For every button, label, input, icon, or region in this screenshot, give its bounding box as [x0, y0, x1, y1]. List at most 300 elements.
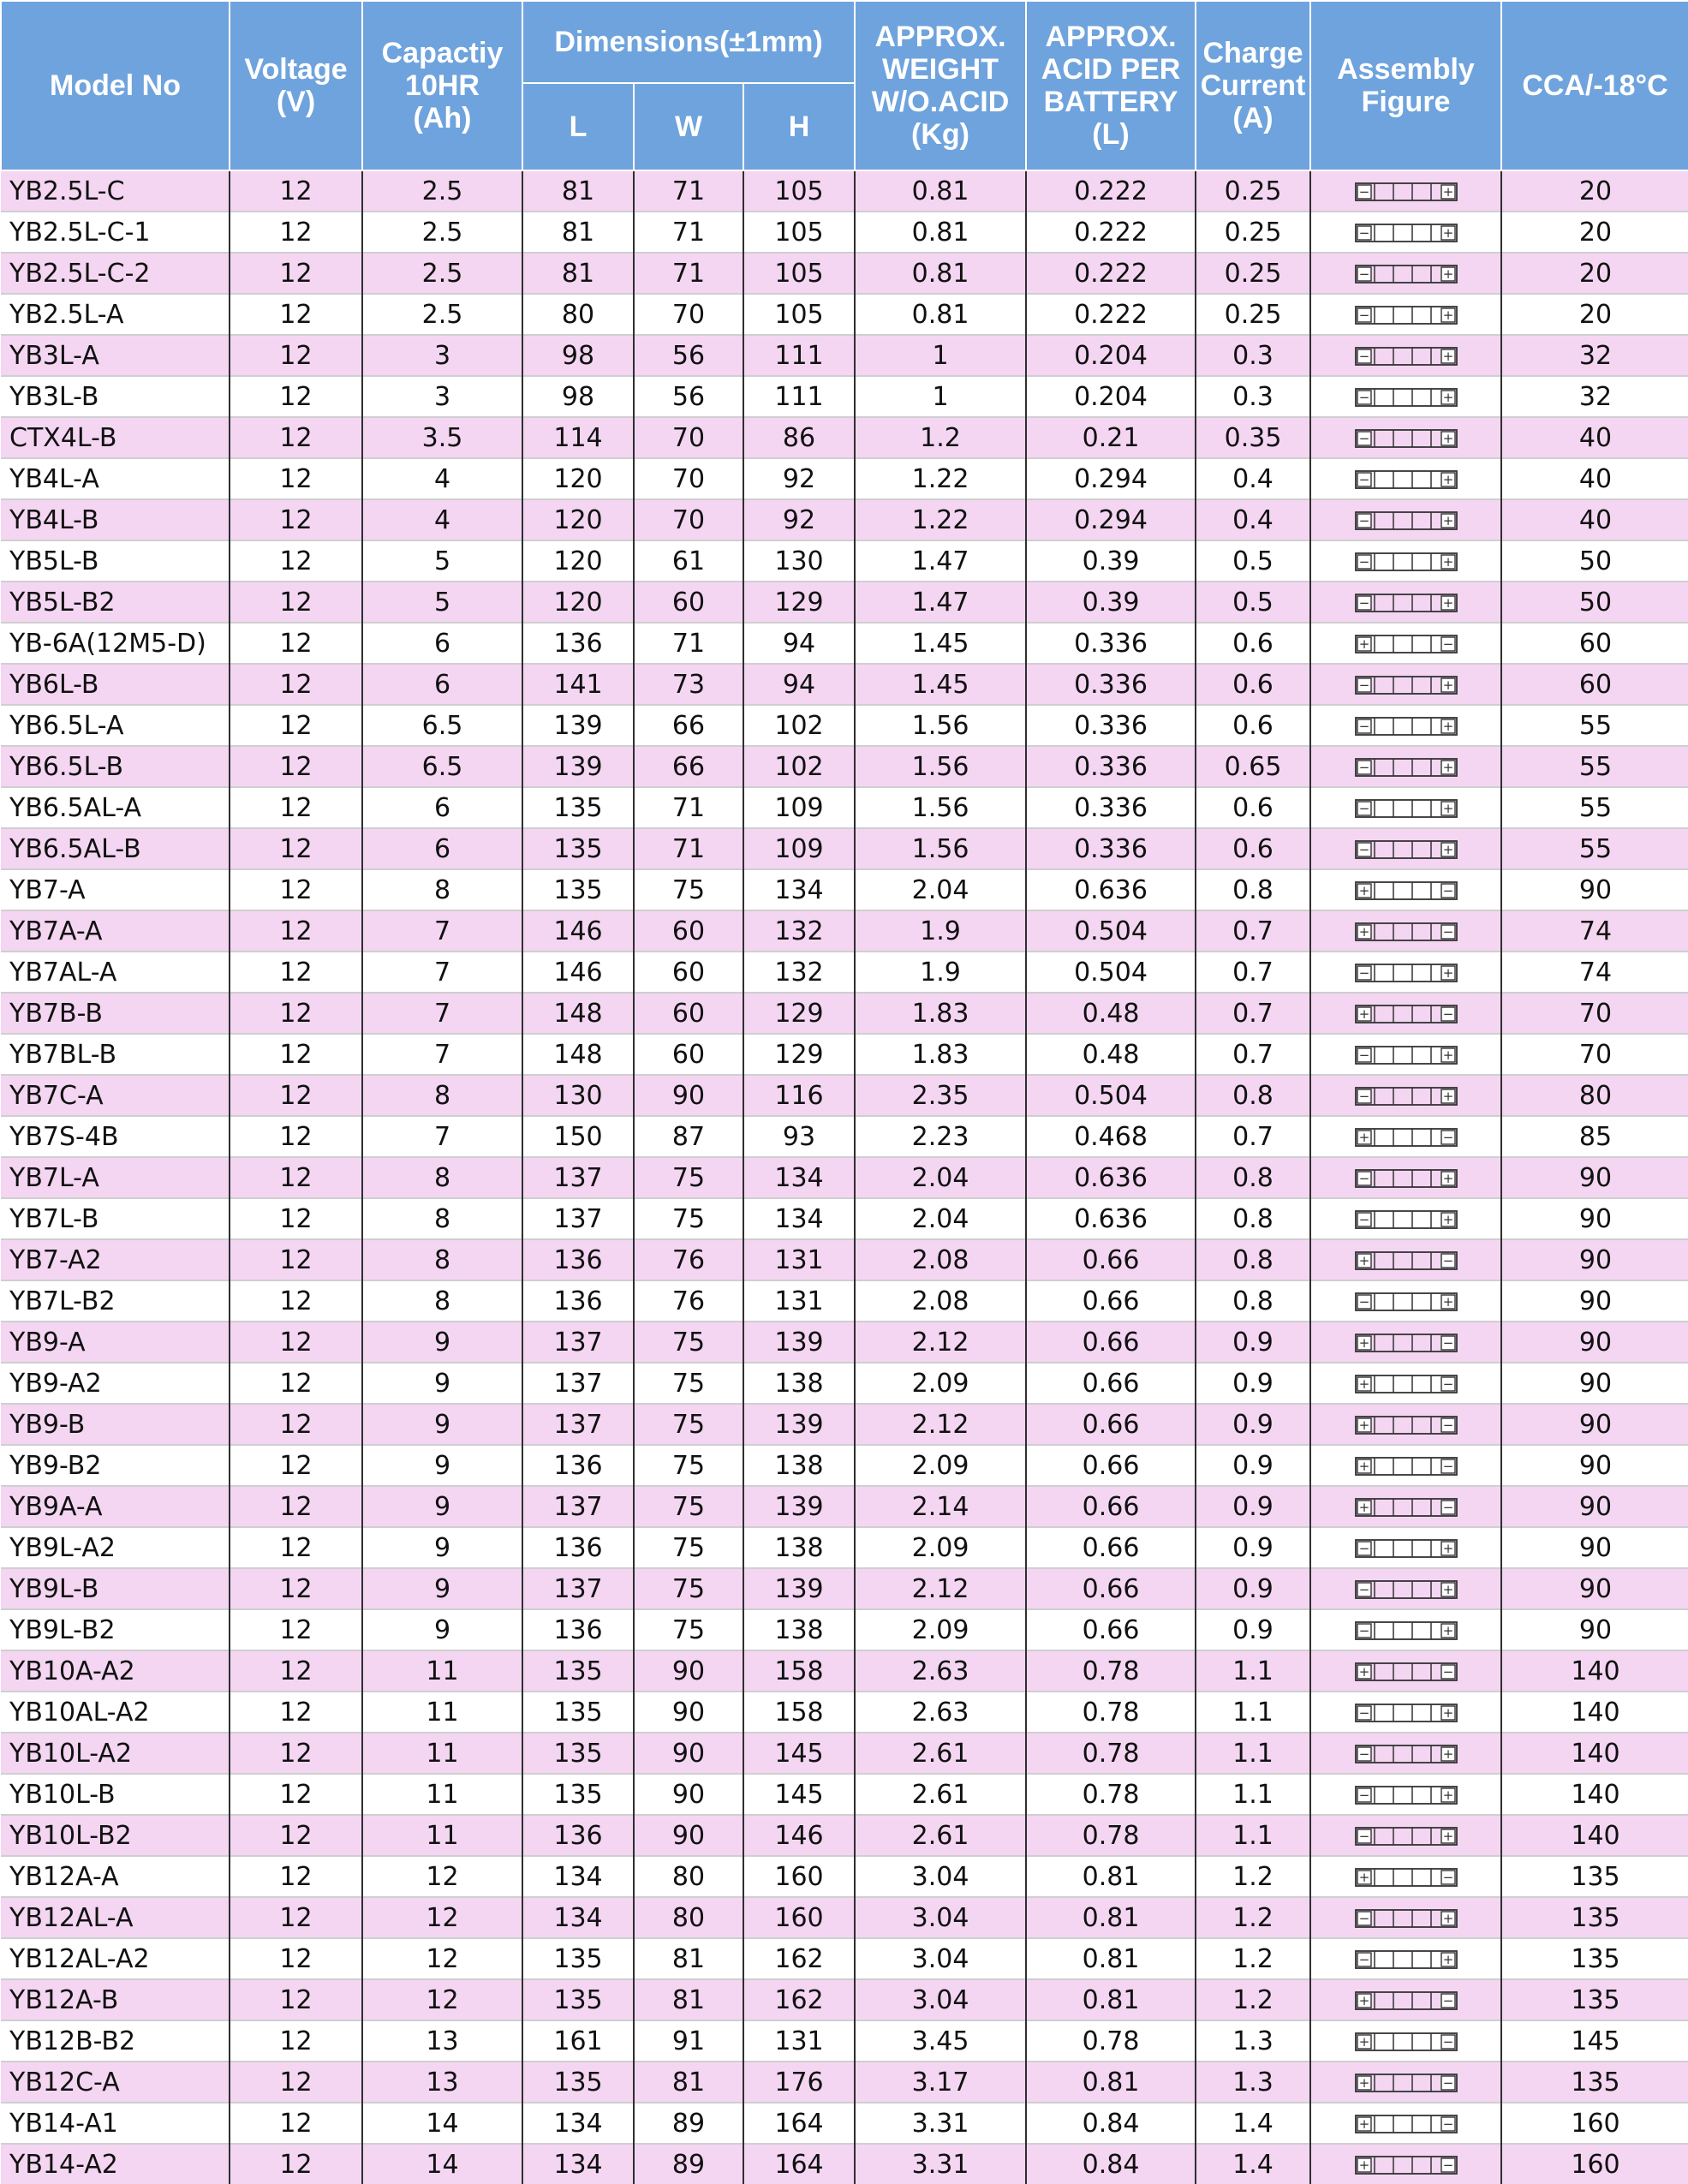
- cell-acid-volume: 0.222: [1026, 253, 1196, 294]
- svg-text:−: −: [1358, 431, 1369, 446]
- svg-text:+: +: [1358, 1253, 1369, 1268]
- svg-text:−: −: [1358, 513, 1369, 528]
- cell-assembly-figure: [1310, 1116, 1501, 1157]
- table-row: [1, 1733, 1688, 1774]
- svg-text:−: −: [1358, 390, 1369, 405]
- cell-capacity: 9: [362, 1486, 522, 1527]
- cell-cca: 40: [1501, 499, 1688, 540]
- cell-voltage: 12: [230, 746, 362, 787]
- cell-cca: 140: [1501, 1733, 1688, 1774]
- battery-terminal-diagram-icon: [1351, 1824, 1462, 1848]
- svg-text:+: +: [1442, 472, 1453, 487]
- cell-acid-volume: 0.504: [1026, 910, 1196, 952]
- cell-capacity: 5: [362, 582, 522, 623]
- cell-acid-volume: 0.336: [1026, 787, 1196, 828]
- cell-charge-current: 0.9: [1196, 1486, 1310, 1527]
- cell-acid-volume: 0.336: [1026, 664, 1196, 705]
- cell-height: 109: [743, 828, 855, 869]
- svg-text:−: −: [1358, 349, 1369, 364]
- cell-voltage: 12: [230, 253, 362, 294]
- svg-text:+: +: [1442, 1911, 1453, 1926]
- table-row: [1, 1979, 1688, 2020]
- cell-model-no: YB7L-B2: [1, 1280, 230, 1322]
- cell-model-no: YB7-A2: [1, 1239, 230, 1280]
- cell-acid-volume: 0.66: [1026, 1486, 1196, 1527]
- svg-text:+: +: [1358, 924, 1369, 940]
- cell-assembly-figure: [1310, 1774, 1501, 1815]
- cell-cca: 85: [1501, 1116, 1688, 1157]
- table-row: [1, 1897, 1688, 1938]
- cell-width: 89: [634, 2103, 743, 2144]
- cell-assembly-figure: [1310, 1979, 1501, 2020]
- cell-capacity: 11: [362, 1815, 522, 1856]
- cell-cca: 20: [1501, 253, 1688, 294]
- cell-assembly-figure: [1310, 582, 1501, 623]
- battery-terminal-diagram-icon: [1351, 1701, 1462, 1725]
- cell-weight: 1.45: [855, 623, 1026, 664]
- cell-height: 139: [743, 1486, 855, 1527]
- cell-length: 130: [522, 1075, 634, 1116]
- cell-assembly-figure: [1310, 499, 1501, 540]
- cell-height: 131: [743, 2020, 855, 2062]
- cell-length: 135: [522, 1979, 634, 2020]
- cell-charge-current: 0.25: [1196, 212, 1310, 253]
- svg-text:−: −: [1358, 1047, 1369, 1063]
- cell-charge-current: 0.8: [1196, 1075, 1310, 1116]
- svg-text:+: +: [1358, 1417, 1369, 1433]
- cell-acid-volume: 0.294: [1026, 458, 1196, 499]
- cell-acid-volume: 0.204: [1026, 376, 1196, 417]
- table-row: [1, 294, 1688, 335]
- cell-width: 75: [634, 1609, 743, 1650]
- cell-assembly-figure: [1310, 1856, 1501, 1897]
- cell-model-no: YB3L-A: [1, 335, 230, 376]
- cell-width: 66: [634, 705, 743, 746]
- table-row: [1, 828, 1688, 869]
- cell-cca: 140: [1501, 1774, 1688, 1815]
- svg-text:−: −: [1442, 1006, 1453, 1022]
- cell-length: 136: [522, 1239, 634, 1280]
- cell-voltage: 12: [230, 1774, 362, 1815]
- cell-charge-current: 0.7: [1196, 910, 1310, 952]
- cell-capacity: 8: [362, 1280, 522, 1322]
- cell-model-no: YB5L-B: [1, 540, 230, 582]
- cell-acid-volume: 0.336: [1026, 828, 1196, 869]
- svg-text:−: −: [1358, 1787, 1369, 1803]
- cell-charge-current: 1.3: [1196, 2062, 1310, 2103]
- table-row: [1, 1116, 1688, 1157]
- cell-cca: 140: [1501, 1815, 1688, 1856]
- cell-charge-current: 0.25: [1196, 170, 1310, 212]
- cell-height: 129: [743, 993, 855, 1034]
- cell-charge-current: 0.4: [1196, 458, 1310, 499]
- cell-capacity: 13: [362, 2062, 522, 2103]
- cell-height: 132: [743, 910, 855, 952]
- svg-text:+: +: [1442, 1746, 1453, 1762]
- cell-model-no: YB10L-B2: [1, 1815, 230, 1856]
- svg-text:−: −: [1442, 1376, 1453, 1392]
- cell-model-no: YB2.5L-A: [1, 294, 230, 335]
- svg-text:−: −: [1358, 472, 1369, 487]
- cell-cca: 90: [1501, 1157, 1688, 1198]
- cell-width: 71: [634, 828, 743, 869]
- table-row: [1, 1034, 1688, 1075]
- cell-model-no: YB7S-4B: [1, 1116, 230, 1157]
- table-row: [1, 952, 1688, 993]
- svg-text:+: +: [1358, 2034, 1369, 2050]
- cell-weight: 0.81: [855, 253, 1026, 294]
- cell-capacity: 7: [362, 952, 522, 993]
- battery-terminal-diagram-icon: [1351, 1208, 1462, 1232]
- cell-assembly-figure: [1310, 1897, 1501, 1938]
- cell-acid-volume: 0.21: [1026, 417, 1196, 458]
- cell-width: 75: [634, 1322, 743, 1363]
- svg-text:+: +: [1442, 595, 1453, 611]
- cell-charge-current: 0.25: [1196, 294, 1310, 335]
- cell-cca: 20: [1501, 294, 1688, 335]
- cell-capacity: 11: [362, 1774, 522, 1815]
- svg-text:+: +: [1358, 1993, 1369, 2008]
- cell-acid-volume: 0.222: [1026, 170, 1196, 212]
- svg-text:+: +: [1442, 1171, 1453, 1186]
- battery-terminal-diagram-icon: [1351, 1002, 1462, 1026]
- cell-model-no: YB10A-A2: [1, 1650, 230, 1692]
- cell-model-no: YB9-B2: [1, 1445, 230, 1486]
- cell-voltage: 12: [230, 787, 362, 828]
- cell-cca: 90: [1501, 869, 1688, 910]
- cell-acid-volume: 0.81: [1026, 1856, 1196, 1897]
- cell-voltage: 12: [230, 910, 362, 952]
- cell-length: 135: [522, 1650, 634, 1692]
- cell-width: 90: [634, 1774, 743, 1815]
- cell-assembly-figure: [1310, 993, 1501, 1034]
- cell-height: 164: [743, 2144, 855, 2184]
- header-cca: CCA/-18°C: [1501, 1, 1688, 170]
- cell-capacity: 6: [362, 828, 522, 869]
- cell-capacity: 8: [362, 869, 522, 910]
- table-row: [1, 869, 1688, 910]
- cell-length: 150: [522, 1116, 634, 1157]
- cell-length: 137: [522, 1568, 634, 1609]
- cell-width: 90: [634, 1692, 743, 1733]
- cell-weight: 3.45: [855, 2020, 1026, 2062]
- cell-assembly-figure: [1310, 1404, 1501, 1445]
- cell-voltage: 12: [230, 212, 362, 253]
- cell-capacity: 2.5: [362, 212, 522, 253]
- cell-acid-volume: 0.66: [1026, 1527, 1196, 1568]
- cell-weight: 1.56: [855, 746, 1026, 787]
- cell-capacity: 3.5: [362, 417, 522, 458]
- cell-weight: 2.23: [855, 1116, 1026, 1157]
- cell-weight: 2.14: [855, 1486, 1026, 1527]
- cell-capacity: 9: [362, 1363, 522, 1404]
- cell-charge-current: 1.2: [1196, 1938, 1310, 1979]
- cell-assembly-figure: [1310, 170, 1501, 212]
- cell-height: 116: [743, 1075, 855, 1116]
- cell-length: 135: [522, 828, 634, 869]
- cell-capacity: 7: [362, 1034, 522, 1075]
- cell-model-no: YB7B-B: [1, 993, 230, 1034]
- cell-assembly-figure: [1310, 1034, 1501, 1075]
- cell-height: 164: [743, 2103, 855, 2144]
- cell-assembly-figure: [1310, 787, 1501, 828]
- cell-capacity: 8: [362, 1157, 522, 1198]
- battery-terminal-diagram-icon: [1351, 1619, 1462, 1643]
- cell-weight: 1.83: [855, 1034, 1026, 1075]
- cell-width: 80: [634, 1897, 743, 1938]
- cell-voltage: 12: [230, 2020, 362, 2062]
- battery-terminal-diagram-icon: [1351, 2153, 1462, 2177]
- cell-height: 92: [743, 458, 855, 499]
- cell-cca: 50: [1501, 582, 1688, 623]
- battery-terminal-diagram-icon: [1351, 2071, 1462, 2095]
- svg-text:−: −: [1442, 636, 1453, 652]
- cell-length: 141: [522, 664, 634, 705]
- cell-model-no: YB7-A: [1, 869, 230, 910]
- cell-charge-current: 1.3: [1196, 2020, 1310, 2062]
- table-row: [1, 417, 1688, 458]
- cell-voltage: 12: [230, 417, 362, 458]
- battery-terminal-diagram-icon: [1351, 1249, 1462, 1273]
- cell-weight: 1.22: [855, 458, 1026, 499]
- cell-weight: 0.81: [855, 170, 1026, 212]
- svg-text:−: −: [1358, 1911, 1369, 1926]
- cell-assembly-figure: [1310, 1527, 1501, 1568]
- svg-text:+: +: [1358, 2075, 1369, 2091]
- cell-length: 134: [522, 1856, 634, 1897]
- header-acid: APPROX. ACID PER BATTERY (L): [1026, 1, 1196, 170]
- svg-text:−: −: [1358, 1171, 1369, 1186]
- cell-height: 138: [743, 1609, 855, 1650]
- cell-charge-current: 1.1: [1196, 1815, 1310, 1856]
- cell-length: 137: [522, 1198, 634, 1239]
- cell-charge-current: 1.1: [1196, 1650, 1310, 1692]
- battery-terminal-diagram-icon: [1351, 509, 1462, 533]
- cell-height: 86: [743, 417, 855, 458]
- cell-capacity: 9: [362, 1609, 522, 1650]
- table-row: [1, 787, 1688, 828]
- cell-charge-current: 0.8: [1196, 1280, 1310, 1322]
- cell-weight: 1.47: [855, 582, 1026, 623]
- cell-width: 60: [634, 910, 743, 952]
- cell-cca: 32: [1501, 335, 1688, 376]
- svg-text:−: −: [1358, 1212, 1369, 1227]
- cell-acid-volume: 0.66: [1026, 1568, 1196, 1609]
- cell-voltage: 12: [230, 828, 362, 869]
- cell-model-no: YB12C-A: [1, 2062, 230, 2103]
- cell-acid-volume: 0.336: [1026, 705, 1196, 746]
- cell-weight: 2.09: [855, 1445, 1026, 1486]
- cell-length: 120: [522, 458, 634, 499]
- cell-voltage: 12: [230, 1363, 362, 1404]
- header-capacity: Capactiy 10HR (Ah): [362, 1, 522, 170]
- cell-cca: 145: [1501, 2020, 1688, 2062]
- cell-voltage: 12: [230, 1486, 362, 1527]
- cell-model-no: YB2.5L-C-1: [1, 212, 230, 253]
- header-assembly-figure: Assembly Figure: [1310, 1, 1501, 170]
- cell-assembly-figure: [1310, 458, 1501, 499]
- cell-assembly-figure: [1310, 540, 1501, 582]
- cell-height: 160: [743, 1897, 855, 1938]
- cell-width: 56: [634, 335, 743, 376]
- cell-width: 90: [634, 1075, 743, 1116]
- table-row: [1, 1280, 1688, 1322]
- svg-text:+: +: [1442, 266, 1453, 282]
- cell-cca: 60: [1501, 664, 1688, 705]
- svg-text:−: −: [1442, 1993, 1453, 2008]
- svg-text:+: +: [1442, 1705, 1453, 1721]
- cell-acid-volume: 0.468: [1026, 1116, 1196, 1157]
- cell-voltage: 12: [230, 1733, 362, 1774]
- cell-weight: 2.04: [855, 1157, 1026, 1198]
- cell-cca: 20: [1501, 170, 1688, 212]
- cell-length: 146: [522, 952, 634, 993]
- cell-model-no: YB7A-A: [1, 910, 230, 952]
- cell-width: 70: [634, 294, 743, 335]
- cell-cca: 160: [1501, 2103, 1688, 2144]
- svg-text:−: −: [1358, 1952, 1369, 1967]
- cell-model-no: YB3L-B: [1, 376, 230, 417]
- svg-text:−: −: [1442, 1500, 1453, 1515]
- cell-model-no: YB7L-A: [1, 1157, 230, 1198]
- cell-assembly-figure: [1310, 1157, 1501, 1198]
- cell-cca: 32: [1501, 376, 1688, 417]
- svg-text:−: −: [1358, 307, 1369, 323]
- cell-length: 135: [522, 869, 634, 910]
- table-row: [1, 1445, 1688, 1486]
- cell-capacity: 11: [362, 1733, 522, 1774]
- cell-weight: 2.08: [855, 1280, 1026, 1322]
- cell-height: 93: [743, 1116, 855, 1157]
- cell-length: 135: [522, 787, 634, 828]
- svg-text:+: +: [1442, 1089, 1453, 1104]
- cell-voltage: 12: [230, 1280, 362, 1322]
- cell-cca: 90: [1501, 1363, 1688, 1404]
- svg-text:−: −: [1358, 184, 1369, 200]
- svg-text:+: +: [1442, 1294, 1453, 1310]
- cell-height: 160: [743, 1856, 855, 1897]
- cell-height: 138: [743, 1527, 855, 1568]
- cell-assembly-figure: [1310, 1280, 1501, 1322]
- cell-width: 76: [634, 1239, 743, 1280]
- cell-acid-volume: 0.48: [1026, 1034, 1196, 1075]
- cell-height: 105: [743, 253, 855, 294]
- cell-acid-volume: 0.78: [1026, 1815, 1196, 1856]
- cell-acid-volume: 0.39: [1026, 582, 1196, 623]
- cell-voltage: 12: [230, 2144, 362, 2184]
- table-row: [1, 2144, 1688, 2184]
- cell-acid-volume: 0.78: [1026, 1692, 1196, 1733]
- cell-charge-current: 0.8: [1196, 1239, 1310, 1280]
- svg-text:+: +: [1358, 1459, 1369, 1474]
- cell-charge-current: 0.65: [1196, 746, 1310, 787]
- cell-voltage: 12: [230, 623, 362, 664]
- cell-voltage: 12: [230, 1239, 362, 1280]
- cell-width: 75: [634, 1157, 743, 1198]
- cell-cca: 90: [1501, 1527, 1688, 1568]
- cell-height: 102: [743, 705, 855, 746]
- svg-text:+: +: [1442, 307, 1453, 323]
- cell-voltage: 12: [230, 294, 362, 335]
- cell-cca: 135: [1501, 1938, 1688, 1979]
- cell-voltage: 12: [230, 335, 362, 376]
- cell-model-no: YB10AL-A2: [1, 1692, 230, 1733]
- cell-cca: 90: [1501, 1486, 1688, 1527]
- cell-assembly-figure: [1310, 1568, 1501, 1609]
- cell-height: 130: [743, 540, 855, 582]
- cell-capacity: 12: [362, 1856, 522, 1897]
- svg-text:−: −: [1442, 2075, 1453, 2091]
- cell-assembly-figure: [1310, 705, 1501, 746]
- svg-text:+: +: [1442, 390, 1453, 405]
- cell-acid-volume: 0.78: [1026, 1733, 1196, 1774]
- cell-width: 90: [634, 1650, 743, 1692]
- svg-text:−: −: [1442, 924, 1453, 940]
- cell-charge-current: 0.6: [1196, 828, 1310, 869]
- battery-terminal-diagram-icon: [1351, 1084, 1462, 1108]
- svg-text:−: −: [1442, 2116, 1453, 2132]
- cell-capacity: 9: [362, 1445, 522, 1486]
- cell-cca: 90: [1501, 1280, 1688, 1322]
- cell-voltage: 12: [230, 869, 362, 910]
- cell-model-no: YB9A-A: [1, 1486, 230, 1527]
- cell-width: 66: [634, 746, 743, 787]
- cell-assembly-figure: [1310, 1445, 1501, 1486]
- cell-height: 138: [743, 1363, 855, 1404]
- table-header: [1, 1, 1688, 170]
- cell-assembly-figure: [1310, 1363, 1501, 1404]
- cell-capacity: 7: [362, 993, 522, 1034]
- cell-assembly-figure: [1310, 335, 1501, 376]
- cell-weight: 3.04: [855, 1856, 1026, 1897]
- header-dim-h: H: [743, 83, 855, 170]
- cell-acid-volume: 0.222: [1026, 294, 1196, 335]
- cell-voltage: 12: [230, 170, 362, 212]
- cell-height: 105: [743, 294, 855, 335]
- cell-weight: 0.81: [855, 212, 1026, 253]
- cell-capacity: 14: [362, 2144, 522, 2184]
- cell-length: 98: [522, 376, 634, 417]
- cell-weight: 2.61: [855, 1774, 1026, 1815]
- cell-width: 90: [634, 1815, 743, 1856]
- cell-voltage: 12: [230, 1198, 362, 1239]
- cell-charge-current: 0.3: [1196, 335, 1310, 376]
- cell-assembly-figure: [1310, 2144, 1501, 2184]
- cell-voltage: 12: [230, 1650, 362, 1692]
- cell-length: 137: [522, 1363, 634, 1404]
- cell-voltage: 12: [230, 1938, 362, 1979]
- svg-text:−: −: [1442, 1459, 1453, 1474]
- cell-model-no: YB14-A1: [1, 2103, 230, 2144]
- cell-height: 134: [743, 869, 855, 910]
- cell-length: 135: [522, 1733, 634, 1774]
- cell-assembly-figure: [1310, 2103, 1501, 2144]
- cell-weight: 1.83: [855, 993, 1026, 1034]
- cell-length: 137: [522, 1486, 634, 1527]
- cell-weight: 3.17: [855, 2062, 1026, 2103]
- battery-terminal-diagram-icon: [1351, 714, 1462, 738]
- table-row: [1, 623, 1688, 664]
- cell-acid-volume: 0.204: [1026, 335, 1196, 376]
- cell-height: 105: [743, 170, 855, 212]
- svg-text:+: +: [1442, 349, 1453, 364]
- battery-terminal-diagram-icon: [1351, 591, 1462, 615]
- cell-height: 129: [743, 582, 855, 623]
- svg-text:+: +: [1442, 1582, 1453, 1597]
- svg-text:+: +: [1358, 1130, 1369, 1145]
- table-row: [1, 1815, 1688, 1856]
- cell-capacity: 8: [362, 1198, 522, 1239]
